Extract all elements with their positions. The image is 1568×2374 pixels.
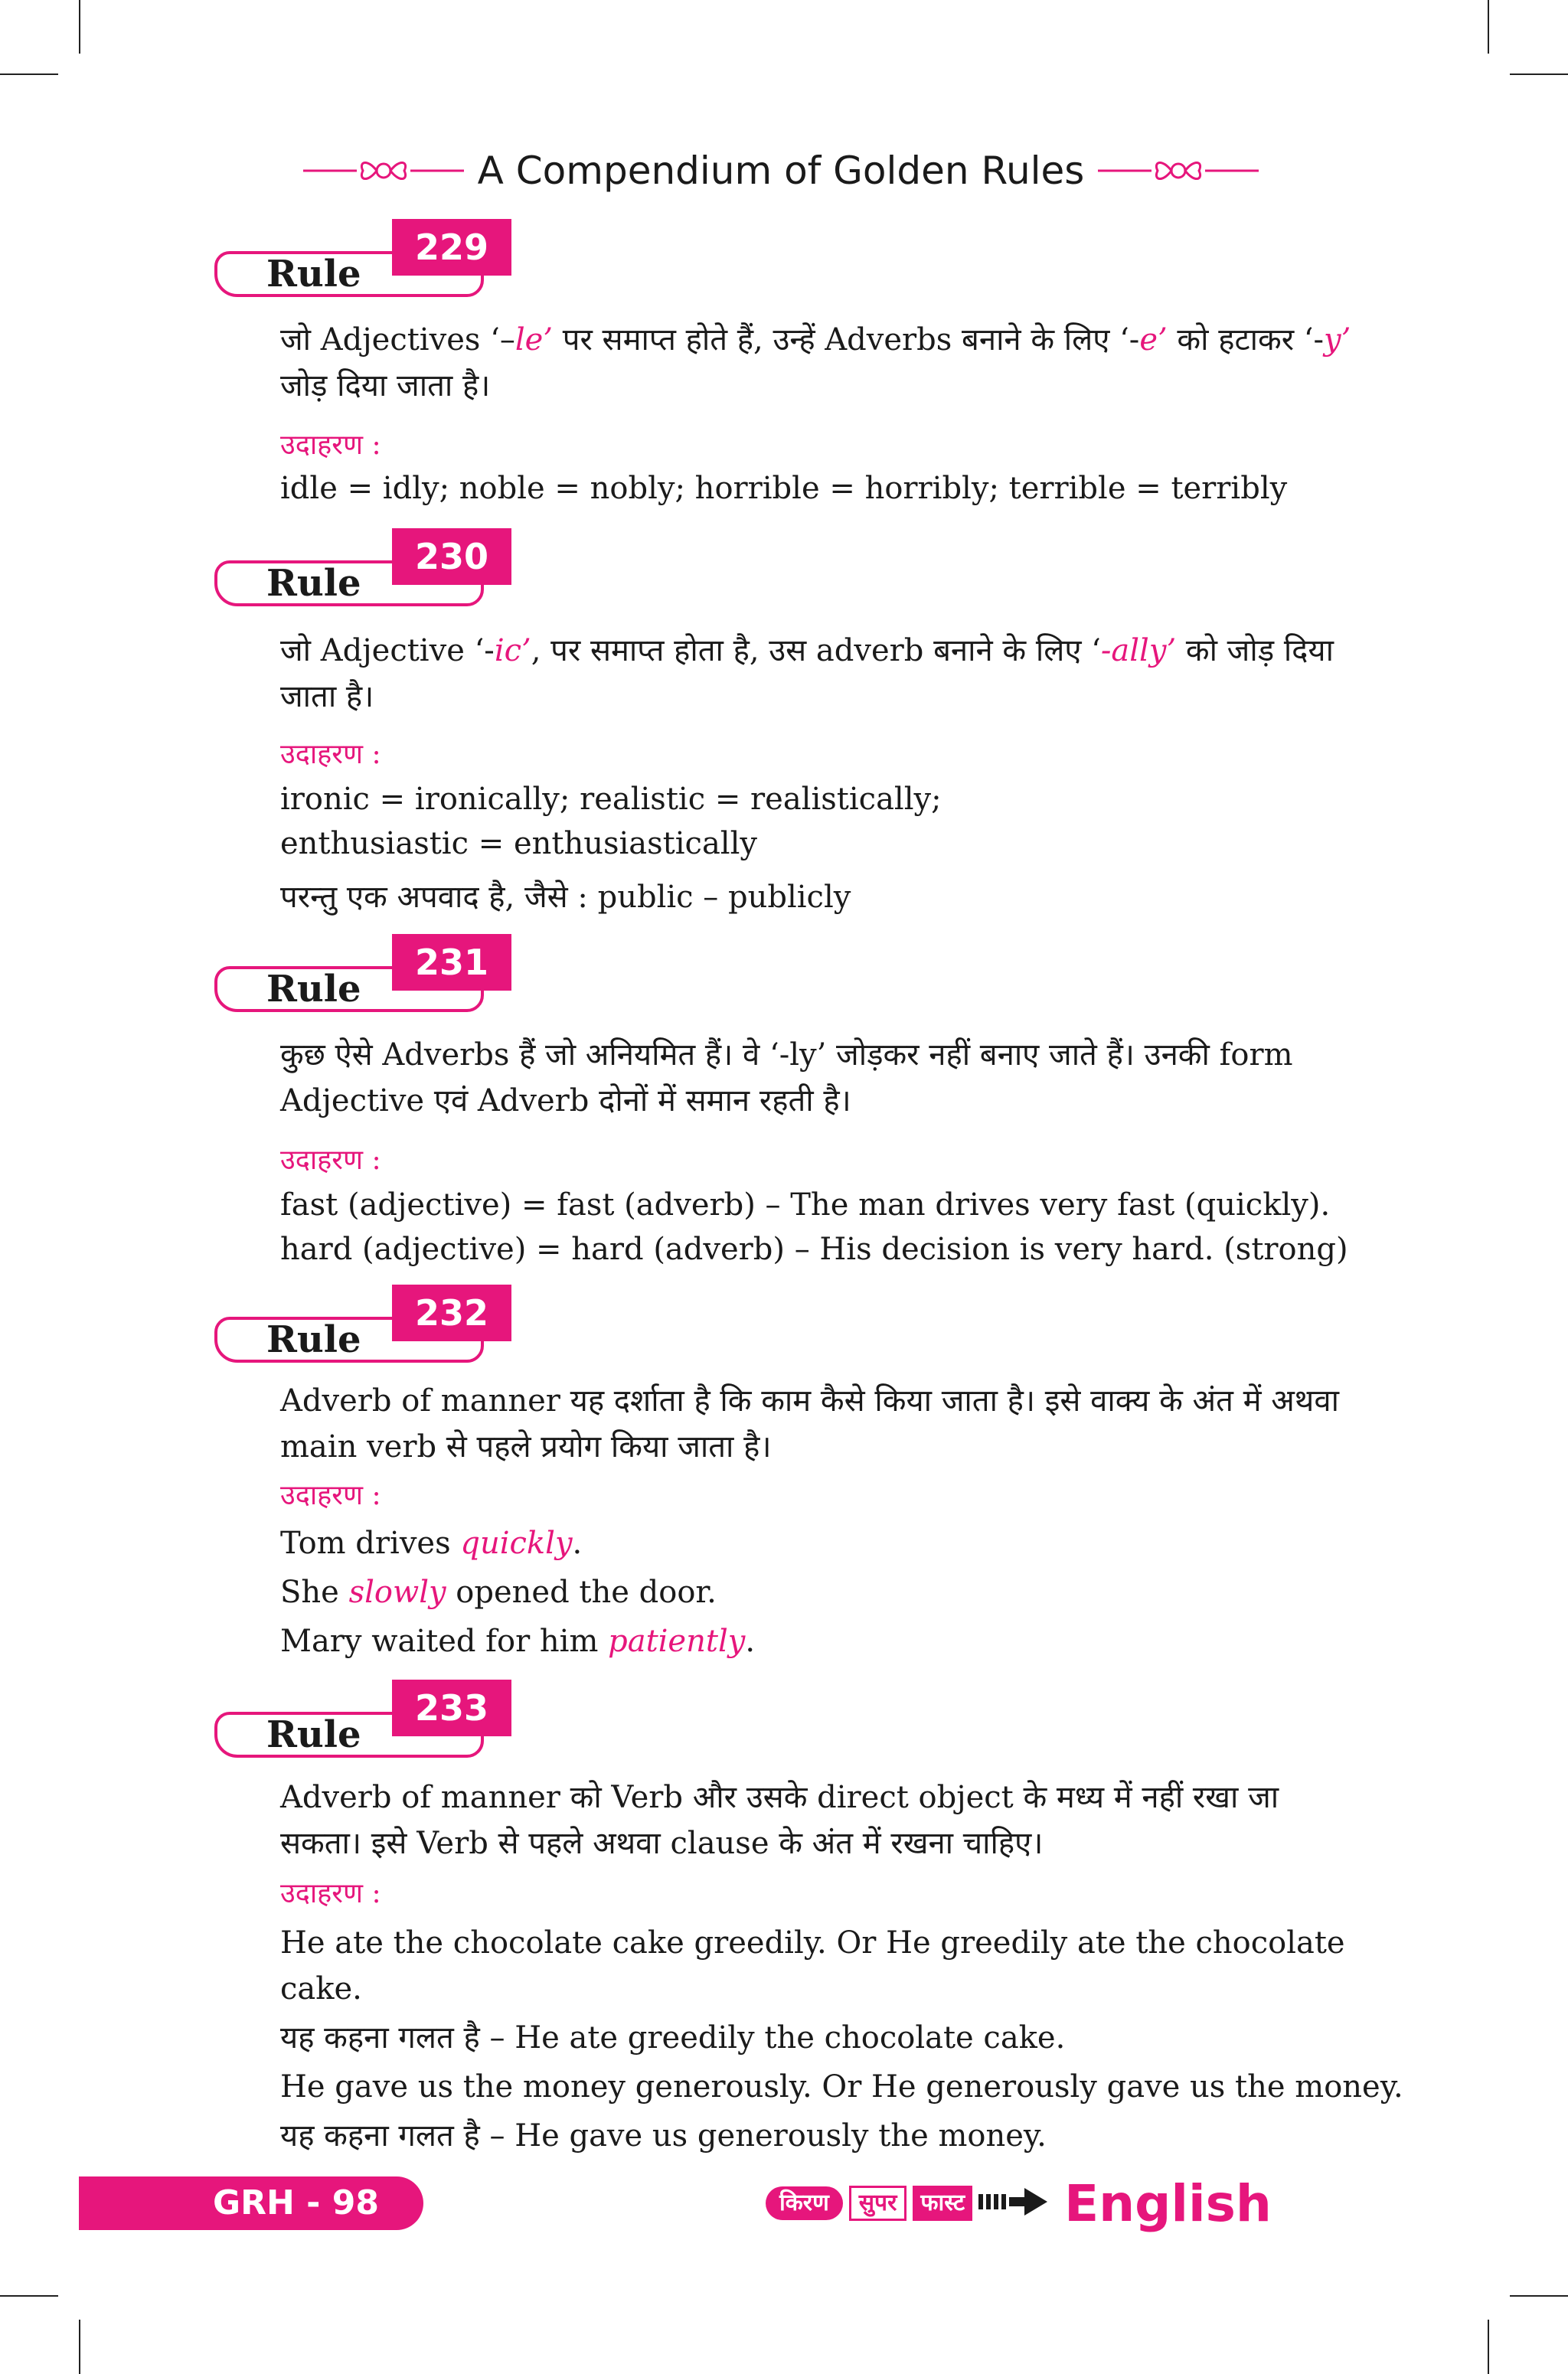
example-paragraph: He ate the chocolate cake greedily. Or He greedily ate the chocolate cake. [280, 1925, 1345, 2007]
example-line: परन्तु एक अपवाद है, जैसे : public – publicly [280, 880, 851, 915]
rule-label: Rule [266, 253, 361, 296]
brand-fast: फास्ट [913, 2186, 972, 2221]
example-line: enthusiastic = enthusiastically [280, 826, 757, 861]
page-number: GRH - 98 [213, 2183, 379, 2222]
example-line: ironic = ironically; realistic = realistically; [280, 782, 942, 817]
example-label: उदाहरण : [280, 739, 381, 770]
page-header-title: A Compendium of Golden Rules [477, 149, 1085, 193]
example-line: Mary waited for him patiently. [280, 1624, 756, 1659]
rule-heading [214, 934, 597, 1018]
rule-description: कुछ ऐसे Adverbs हैं जो अनियमित हैं। वे ‘-ly’ जोड़कर नहीं बनाए जाते हैं। उनकी form Adjective एवं Adverb दोनों में समान रहती है। [280, 1037, 1293, 1118]
brand-super: सुपर [849, 2186, 907, 2221]
page-number-tab [79, 2176, 423, 2230]
crop-mark [79, 0, 80, 54]
example-line: She slowly opened the door. [280, 1575, 717, 1610]
rule-number-badge: 233 [392, 1680, 511, 1736]
example-line: hard (adjective) = hard (adverb) – His decision is very hard. (strong) [280, 1232, 1348, 1267]
arrow-icon [978, 2186, 1049, 2220]
rule-number-badge: 230 [392, 528, 511, 585]
rule-heading [214, 219, 597, 303]
rule-heading [214, 1285, 597, 1369]
crop-mark [1510, 2295, 1568, 2297]
example-line: यह कहना गलत है – He ate greedily the chocolate cake. [280, 2020, 1066, 2056]
example-line: यह कहना गलत है – He gave us generously the money. [280, 2118, 1047, 2154]
brand-logo [766, 2174, 1272, 2232]
brand-kiran: किरण [766, 2186, 843, 2220]
example-line: He gave us the money generously. Or He generously gave us the money. [280, 2069, 1403, 2105]
example-label: उदाहरण : [280, 429, 381, 461]
crop-mark [0, 73, 58, 75]
example-label: उदाहरण : [280, 1480, 381, 1511]
rule-number-badge: 231 [392, 934, 511, 991]
rule-description: जो Adjective ‘-ic’, पर समाप्त होता है, उस adverb बनाने के लिए ‘-ally’ को जोड़ दिया जाता है। [280, 633, 1334, 714]
rule-number-badge: 232 [392, 1285, 511, 1341]
rule-description: Adverb of manner को Verb और उसके direct object के मध्य में नहीं रखा जा सकता। इसे Verb से पहले अथवा clause के अंत में रखना चाहिए। [280, 1780, 1279, 1861]
running-header [314, 144, 1248, 198]
left-ornament-icon [303, 155, 464, 186]
rule-label: Rule [266, 1318, 361, 1361]
brand-english: English [1064, 2173, 1272, 2233]
example-label: उदाहरण : [280, 1145, 381, 1176]
right-ornament-icon [1098, 155, 1259, 186]
example-line: fast (adjective) = fast (adverb) – The man drives very fast (quickly). [280, 1187, 1331, 1223]
rule-description: Adverb of manner यह दर्शाता है कि काम कैसे किया जाता है। इसे वाक्य के अंत में अथवा main verb से पहले प्रयोग किया जाता है। [280, 1383, 1339, 1465]
rule-label: Rule [266, 562, 361, 605]
example-line: idle = idly; noble = nobly; horrible = horribly; terrible = terribly [280, 471, 1288, 506]
crop-mark [1488, 0, 1489, 54]
example-line: Tom drives quickly. [280, 1526, 583, 1561]
crop-mark [1510, 73, 1568, 75]
example-label: उदाहरण : [280, 1878, 381, 1909]
rule-description: जो Adjectives ‘–le’ पर समाप्त होते हैं, उन्हें Adverbs बनाने के लिए ‘-e’ को हटाकर ‘-y’ जोड़ दिया जाता है। [280, 322, 1351, 403]
crop-mark [0, 2295, 58, 2297]
rule-label: Rule [266, 1713, 361, 1756]
rule-heading [214, 528, 597, 612]
crop-mark [79, 2320, 80, 2374]
rule-number-badge: 229 [392, 219, 511, 276]
crop-mark [1488, 2320, 1489, 2374]
rule-heading [214, 1680, 597, 1764]
rule-label: Rule [266, 968, 361, 1011]
